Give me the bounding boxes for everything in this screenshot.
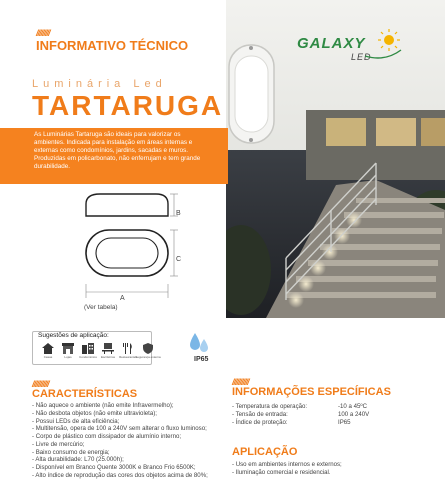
- dimension-label-c: C: [176, 256, 182, 263]
- description-line: externas como condomínios, jardins, sacadas e muros.: [34, 147, 188, 155]
- list-item: - Livre de mercúrio;: [32, 440, 85, 448]
- spec-value: -10 a 45ºC: [338, 403, 367, 410]
- list-item: - Alta durabilidade: L70 (25.000h);: [32, 456, 124, 464]
- spec-row: [232, 403, 432, 411]
- suggestion-label: Condomínios: [79, 355, 97, 359]
- application-list: [232, 461, 342, 477]
- list-item: - Iluminação comercial e residencial.: [232, 468, 331, 476]
- suggestions-icons: [40, 343, 161, 359]
- store-icon: [60, 343, 76, 359]
- characteristics-slashes: ///////////: [32, 379, 49, 389]
- spec-row: [232, 419, 432, 427]
- svg-text:LED: LED: [351, 52, 372, 62]
- svg-text:GALAXY: GALAXY: [297, 35, 366, 52]
- drawing-note: (Ver tabela): [84, 304, 118, 311]
- suggestion-label: Casas: [43, 355, 53, 359]
- galaxy-led-logo: [295, 26, 405, 66]
- specs-slashes: ///////////: [232, 377, 249, 387]
- security-icon: [135, 343, 161, 359]
- description-line: As Luminárias Tartaruga são ideais para valorizar os: [34, 131, 181, 138]
- house-icon: [40, 343, 56, 359]
- characteristics-title: CARACTERÍSTICAS: [32, 388, 138, 400]
- technical-drawing: [70, 186, 190, 306]
- suggestion-label: Segurança externa: [135, 355, 161, 359]
- product-subtitle: Luminária Led: [32, 78, 167, 90]
- suggestion-label: Escritórios: [100, 355, 115, 359]
- suggestion-label: Lojas: [64, 355, 72, 359]
- application-title: APLICAÇÃO: [232, 446, 298, 458]
- spec-label: - Índice de proteção:: [232, 418, 288, 426]
- description-box: [0, 128, 228, 184]
- specs-table: [232, 403, 432, 426]
- characteristics-list: [32, 402, 208, 480]
- spec-label: - Tensão de entrada:: [232, 410, 288, 418]
- list-item: - Baixo consumo de energia;: [32, 448, 110, 456]
- specs-title: INFORMAÇÕES ESPECÍFICAS: [232, 386, 391, 398]
- list-item: - Não aquece o ambiente (não emite Infravermelho);: [32, 402, 174, 409]
- office-icon: [100, 343, 116, 359]
- suggestion-label: Restaurantes: [119, 355, 137, 359]
- spec-row: [232, 411, 432, 419]
- header-slashes: /////////: [36, 28, 50, 38]
- list-item: - Multitensão, opera de 100 a 240V sem alterar o fluxo luminoso;: [32, 425, 207, 433]
- description-line: ambientes. Indicada para instalação em áreas internas e: [34, 139, 193, 147]
- ip-rating-label: IP65: [194, 356, 209, 363]
- page-header-title: INFORMATIVO TÉCNICO: [36, 38, 189, 53]
- building-icon: [80, 343, 96, 359]
- product-name: TARTARUGA: [32, 90, 224, 121]
- list-item: - Uso em ambientes internos e externos;: [232, 461, 342, 468]
- description-line: Produzidas em policarbonato, não enferrujam e tem grande: [34, 155, 201, 163]
- water-drops-icon: [188, 331, 210, 355]
- list-item: - Possui LEDs de alta eficiência;: [32, 417, 120, 425]
- list-item: - Disponível em Branco Quente 3000K e Branco Frio 6500K;: [32, 464, 196, 471]
- restaurant-icon: [120, 343, 136, 359]
- dimension-label-a: A: [120, 295, 125, 302]
- list-item: - Corpo de plástico com dissipador de alumínio interno;: [32, 433, 182, 440]
- list-item: - Não desbota objetos (não emite ultravioleta);: [32, 409, 157, 417]
- suggestions-title: Sugestões de aplicação:: [38, 332, 109, 339]
- spec-label: - Temperatura de operação:: [232, 403, 308, 410]
- dimension-label-b: B: [176, 210, 181, 217]
- description-line: durabilidade.: [34, 163, 71, 171]
- spec-value: 100 a 240V: [338, 410, 370, 418]
- list-item: - Alto índice de reprodução das cores dos objetos acima de 80%;: [32, 471, 208, 479]
- spec-value: IP65: [338, 418, 351, 426]
